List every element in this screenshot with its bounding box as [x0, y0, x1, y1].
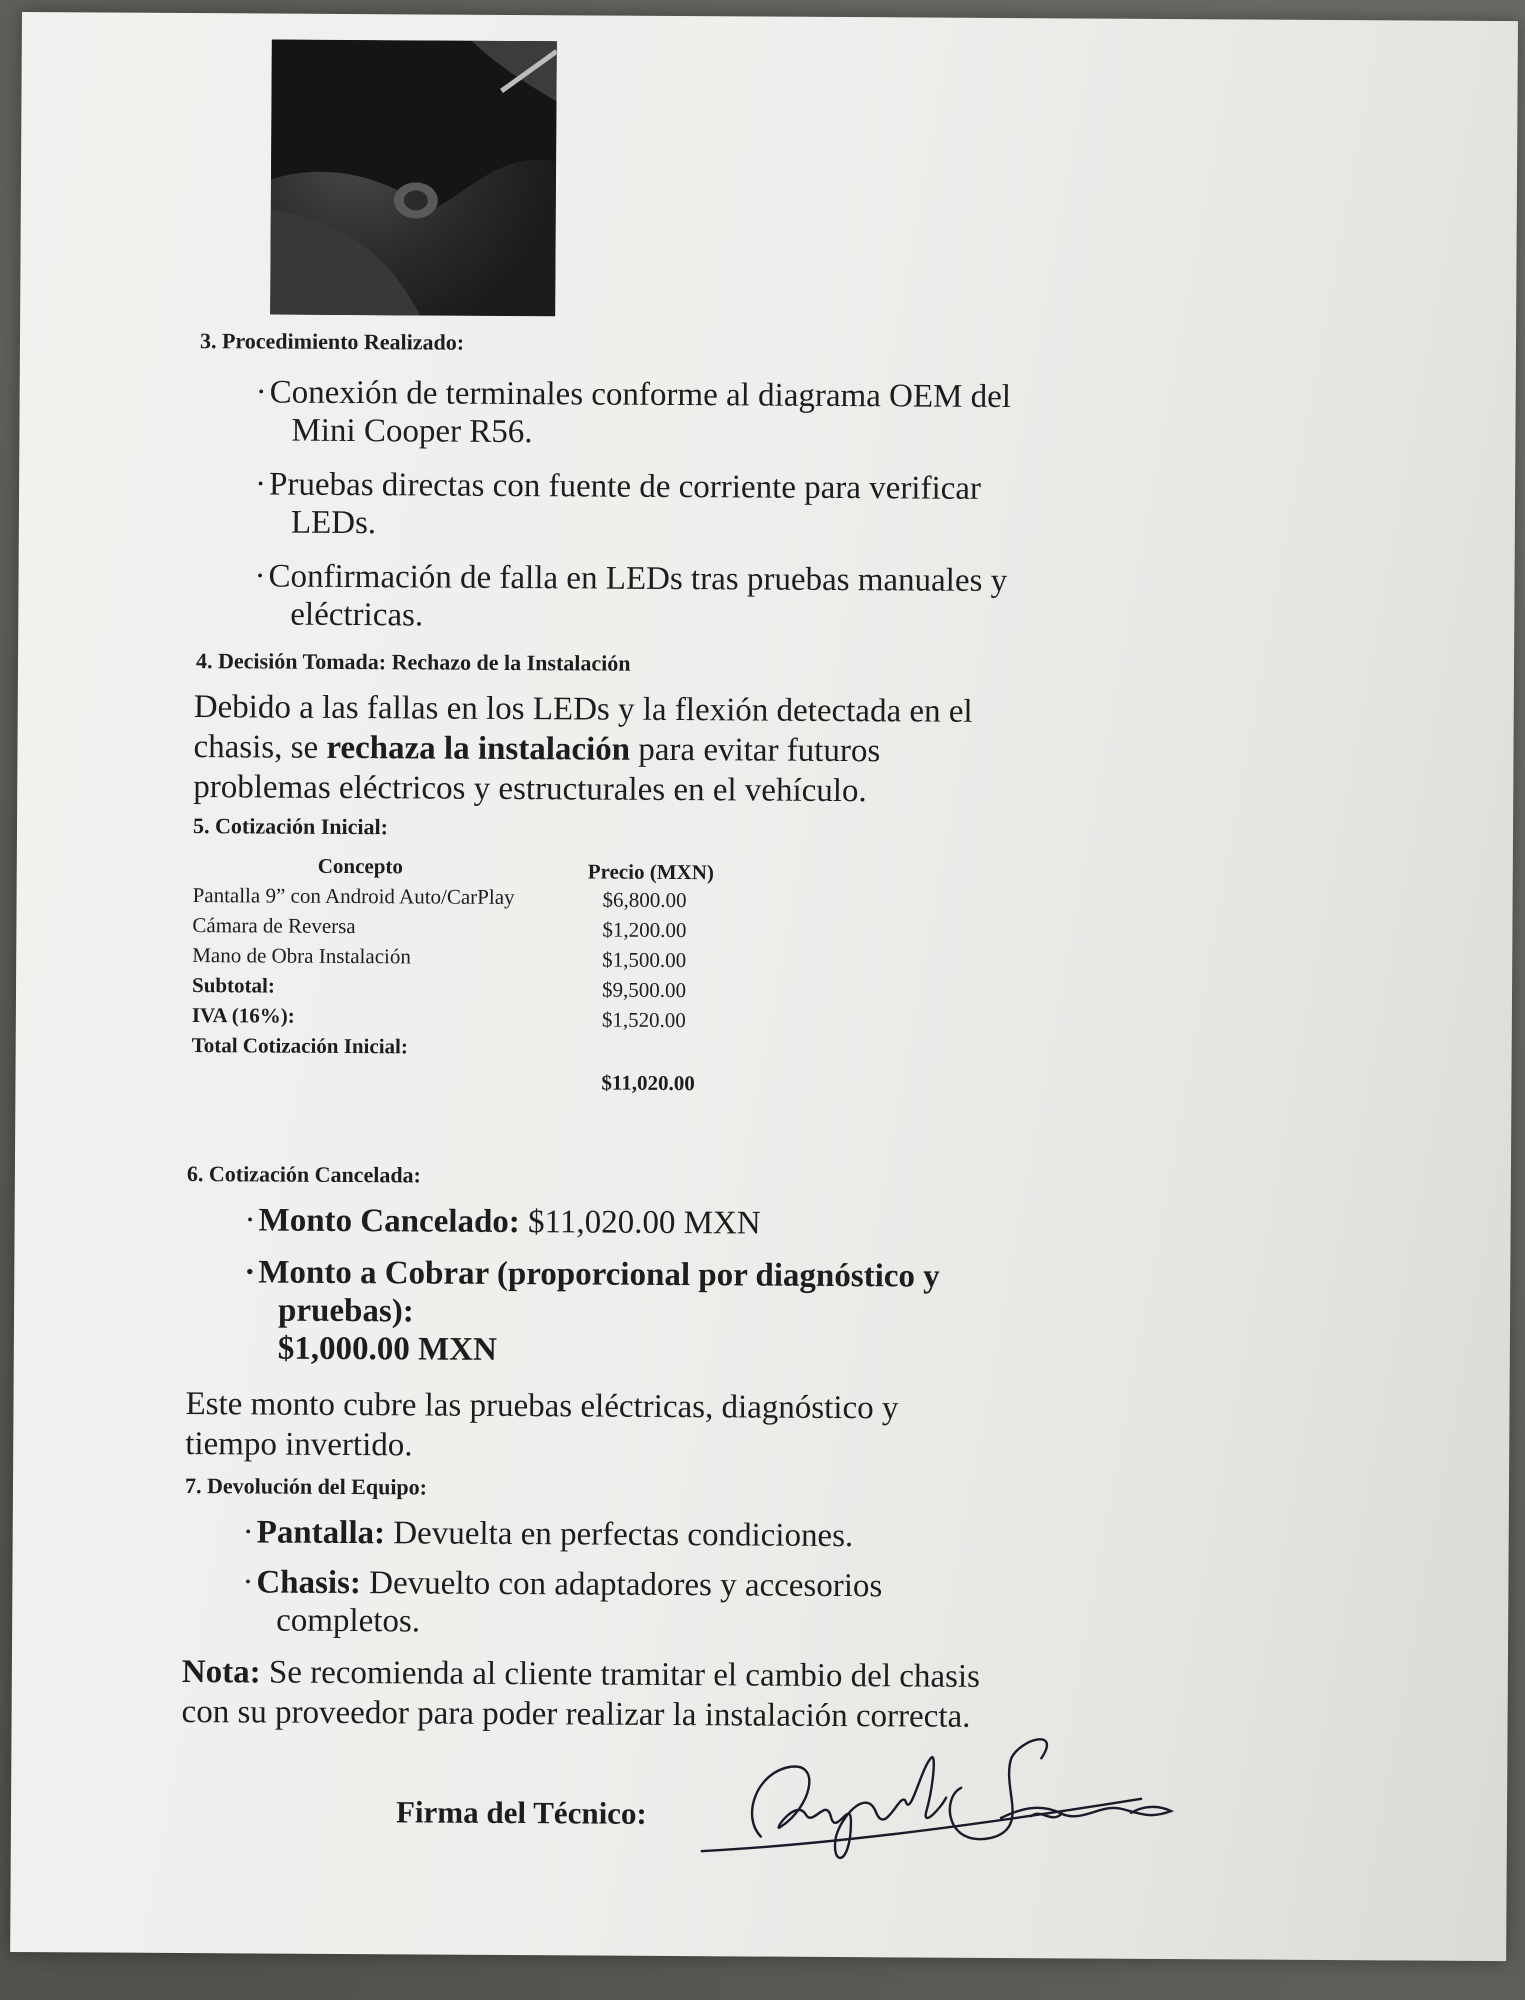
technician-signature — [701, 1726, 1182, 1879]
table-row-price: $1,520.00 — [601, 1007, 686, 1033]
bullet-value: Devuelta en perfectas condiciones. — [384, 1515, 854, 1555]
section-4-heading: 4. Decisión Tomada: Rechazo de la Instalación — [195, 648, 631, 676]
charge-note-line: tiempo invertido. — [185, 1426, 413, 1464]
note-label: Nota: — [181, 1654, 261, 1691]
decision-text-part: chasis, se — [193, 729, 327, 766]
note-text: Se recomienda al cliente tramitar el cambio del chasis — [260, 1654, 981, 1695]
bullet-line: Pruebas directas con fuente de corriente para verificar — [269, 466, 982, 507]
table-row-concept: Mano de Obra Instalación — [192, 943, 411, 969]
table-row-concept: Total Cotización Inicial: — [191, 1033, 408, 1059]
charge-note-line: Este monto cubre las pruebas eléctricas, diagnóstico y — [185, 1386, 899, 1427]
table-row-concept: Pantalla 9” con Android Auto/CarPlay — [192, 883, 515, 910]
bullet-line: $1,000.00 MXN — [277, 1330, 498, 1368]
bullet-line: pruebas): — [277, 1292, 414, 1330]
bullet-value: Devuelto con adaptadores y accesorios — [360, 1565, 883, 1605]
note-line — [182, 1653, 980, 1696]
bullet-label: Chasis: — [256, 1564, 362, 1602]
section-3-bullet: · Pruebas directas con fuente de corriente para verificar LEDs. — [269, 466, 981, 546]
section-7-bullet: · Pantalla: Devuelta en perfectas condiciones. — [242, 1514, 854, 1555]
table-row-price: $11,020.00 — [601, 1070, 695, 1096]
section-3-heading: 3. Procedimiento Realizado: — [199, 328, 465, 355]
decision-text-line: problemas eléctricos y estructurales en el vehículo. — [193, 769, 867, 810]
bullet-line: eléctricas. — [290, 596, 424, 634]
table-row-price: $1,500.00 — [602, 947, 687, 973]
table-row-price: $1,200.00 — [602, 917, 687, 943]
table-row-concept: Subtotal: — [191, 973, 275, 998]
document-page — [10, 12, 1518, 1961]
section-5-heading: 5. Cotización Inicial: — [192, 813, 389, 840]
bullet-value: $11,020.00 MXN — [519, 1204, 761, 1242]
table-row-concept: IVA (16%): — [191, 1003, 295, 1028]
note-line: con su proveedor para poder realizar la instalación correcta. — [181, 1694, 971, 1735]
decision-emphasis: rechaza la instalación — [326, 729, 631, 768]
bullet-label: Monto Cancelado: — [258, 1202, 520, 1241]
decision-text-line — [193, 728, 880, 770]
decision-text-part: para evitar futuros — [629, 731, 881, 770]
bullet-line: Conexión de terminales conforme al diagrama OEM del — [269, 374, 1012, 416]
inspection-photo — [270, 40, 557, 317]
table-row-price: $9,500.00 — [601, 977, 687, 1003]
section-7-bullet: · Chasis: Devuelto con adaptadores y accesorios completos. — [256, 1563, 882, 1643]
table-row-price: $6,800.00 — [602, 887, 687, 913]
decision-text-line: Debido a las fallas en los LEDs y la flexión detectada en el — [193, 689, 973, 730]
bullet-line: Mini Cooper R56. — [291, 412, 533, 451]
section-6-heading: 6. Cotización Cancelada: — [186, 1161, 422, 1188]
section-6-bullet: · Monto a Cobrar (proporcional por diagnóstico y pruebas): $1,000.00 MXN — [258, 1253, 940, 1371]
column-header-price: Precio (MXN) — [587, 859, 714, 885]
bullet-line: Monto a Cobrar (proporcional por diagnóstico y — [258, 1254, 940, 1295]
bullet-label: Pantalla: — [256, 1514, 386, 1552]
bullet-line: Confirmación de falla en LEDs tras pruebas manuales y — [268, 558, 1008, 600]
section-3-bullet: · Conexión de terminales conforme al diagrama OEM del Mini Cooper R56. — [269, 374, 1011, 455]
bullet-line: completos. — [276, 1602, 421, 1640]
section-3-bullet: · Confirmación de falla en LEDs tras pruebas manuales y eléctricas. — [268, 558, 1007, 639]
signature-label: Firma del Técnico: — [395, 1794, 647, 1831]
section-6-bullet: · Monto Cancelado: $11,020.00 MXN — [244, 1202, 761, 1242]
bullet-line: LEDs. — [290, 504, 377, 542]
table-row-concept: Cámara de Reversa — [192, 913, 356, 939]
column-header-concept: Concepto — [317, 853, 404, 879]
section-7-heading: 7. Devolución del Equipo: — [184, 1473, 428, 1500]
